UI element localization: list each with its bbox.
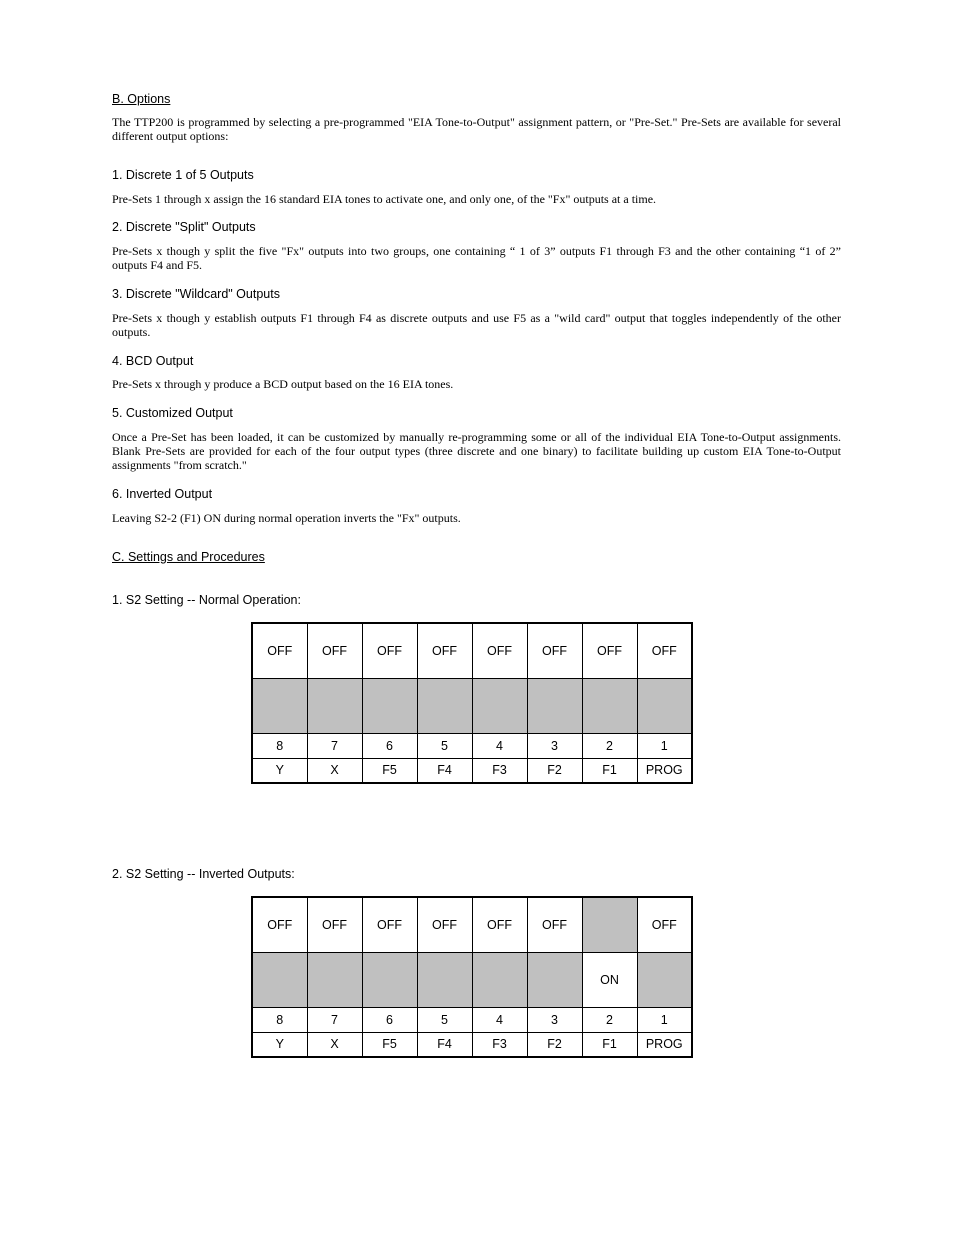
switch-function: F2 (527, 1032, 582, 1057)
switch-top-row (252, 623, 692, 678)
normal-operation-heading: 1. S2 Setting -- Normal Operation: (112, 593, 301, 607)
switch-function: F3 (472, 1032, 527, 1057)
switch-function: PROG (637, 1032, 692, 1057)
switch-4-bottom (472, 952, 527, 1007)
option-heading-4: 4. BCD Output (112, 354, 194, 368)
switch-number: 2 (582, 733, 637, 758)
option-body-5: Once a Pre-Set has been loaded, it can be customized by manually re-programming some or all of the individual EIA Tone-to-Output assignments. Blank Pre-Sets are provided for each of the four output types (three discrete and one binary) to facilitate building up custom EIA Tone-to-Output assignments "from scratch." (112, 430, 841, 472)
switch-bottom-row (252, 952, 692, 1007)
switch-2-top (582, 897, 637, 952)
switch-number: 4 (472, 1007, 527, 1032)
switch-7-bottom (307, 678, 362, 733)
switch-1-bottom (637, 952, 692, 1007)
option-body-1: Pre-Sets 1 through x assign the 16 standard EIA tones to activate one, and only one, of the "Fx" outputs at a time. (112, 192, 657, 206)
switch-6-bottom (362, 678, 417, 733)
switch-number: 7 (307, 733, 362, 758)
switch-number-row (252, 1007, 692, 1032)
options-intro: The TTP200 is programmed by selecting a pre-programmed "EIA Tone-to-Output" assignment pattern, or "Pre-Set." Pre-Sets are available for several different output options: (112, 115, 841, 143)
switch-2-bottom (582, 678, 637, 733)
switch-number: 3 (527, 733, 582, 758)
switch-function: PROG (637, 758, 692, 783)
switch-8-bottom (252, 952, 307, 1007)
switch-number: 1 (637, 733, 692, 758)
switch-function: F1 (582, 1032, 637, 1057)
switch-function-row (252, 1032, 692, 1057)
switch-number: 3 (527, 1007, 582, 1032)
switch-8-top: OFF (252, 897, 307, 952)
switch-5-bottom (417, 678, 472, 733)
switch-6-top: OFF (362, 623, 417, 678)
option-heading-6: 6. Inverted Output (112, 487, 213, 501)
option-body-2: Pre-Sets x though y split the five "Fx" outputs into two groups, one containing “ 1 of 3” outputs F1 through F3 and the other containing “1 of 2” outputs F4 and F5. (112, 244, 841, 272)
switch-4-bottom (472, 678, 527, 733)
switch-top-row (252, 897, 692, 952)
switch-2-bottom: ON (582, 952, 637, 1007)
switch-function: F5 (362, 758, 417, 783)
switch-5-top: OFF (417, 897, 472, 952)
switch-number: 8 (252, 1007, 307, 1032)
switch-function-row (252, 758, 692, 783)
switch-4-top: OFF (472, 897, 527, 952)
switch-6-top: OFF (362, 897, 417, 952)
option-body-6: Leaving S2-2 (F1) ON during normal operation inverts the "Fx" outputs. (112, 511, 461, 525)
switch-7-top: OFF (307, 897, 362, 952)
switch-function: F3 (472, 758, 527, 783)
switch-5-top: OFF (417, 623, 472, 678)
switch-6-bottom (362, 952, 417, 1007)
switch-1-top: OFF (637, 623, 692, 678)
option-heading-5: 5. Customized Output (112, 406, 233, 420)
option-heading-3: 3. Discrete "Wildcard" Outputs (112, 287, 280, 301)
switch-number-row (252, 733, 692, 758)
switch-number: 6 (362, 733, 417, 758)
switch-function: F4 (417, 1032, 472, 1057)
switch-8-top: OFF (252, 623, 307, 678)
switch-function: F4 (417, 758, 472, 783)
option-heading-2: 2. Discrete "Split" Outputs (112, 220, 256, 234)
switch-1-bottom (637, 678, 692, 733)
switch-number: 2 (582, 1007, 637, 1032)
switch-7-top: OFF (307, 623, 362, 678)
option-body-3: Pre-Sets x though y establish outputs F1 through F4 as discrete outputs and use F5 as a "wild card" output that toggles independently of the other outputs. (112, 311, 841, 339)
switch-number: 5 (417, 733, 472, 758)
switch-3-bottom (527, 952, 582, 1007)
switch-1-top: OFF (637, 897, 692, 952)
switch-8-bottom (252, 678, 307, 733)
section-title-options: B. Options (112, 92, 171, 106)
s2-normal-table (251, 622, 693, 784)
switch-number: 5 (417, 1007, 472, 1032)
switch-bottom-row (252, 678, 692, 733)
switch-number: 4 (472, 733, 527, 758)
switch-number: 8 (252, 733, 307, 758)
switch-function: F2 (527, 758, 582, 783)
inverted-outputs-heading: 2. S2 Setting -- Inverted Outputs: (112, 867, 295, 881)
switch-number: 6 (362, 1007, 417, 1032)
switch-7-bottom (307, 952, 362, 1007)
switch-4-top: OFF (472, 623, 527, 678)
switch-function: X (307, 758, 362, 783)
section-title-settings: C. Settings and Procedures (112, 550, 265, 564)
switch-3-top: OFF (527, 897, 582, 952)
switch-function: Y (252, 1032, 307, 1057)
switch-number: 1 (637, 1007, 692, 1032)
switch-function: F1 (582, 758, 637, 783)
switch-function: Y (252, 758, 307, 783)
switch-function: F5 (362, 1032, 417, 1057)
switch-3-bottom (527, 678, 582, 733)
switch-3-top: OFF (527, 623, 582, 678)
s2-inverted-table (251, 896, 693, 1058)
option-heading-1: 1. Discrete 1 of 5 Outputs (112, 168, 254, 182)
switch-function: X (307, 1032, 362, 1057)
switch-number: 7 (307, 1007, 362, 1032)
option-body-4: Pre-Sets x through y produce a BCD output based on the 16 EIA tones. (112, 377, 454, 391)
switch-2-top: OFF (582, 623, 637, 678)
switch-5-bottom (417, 952, 472, 1007)
